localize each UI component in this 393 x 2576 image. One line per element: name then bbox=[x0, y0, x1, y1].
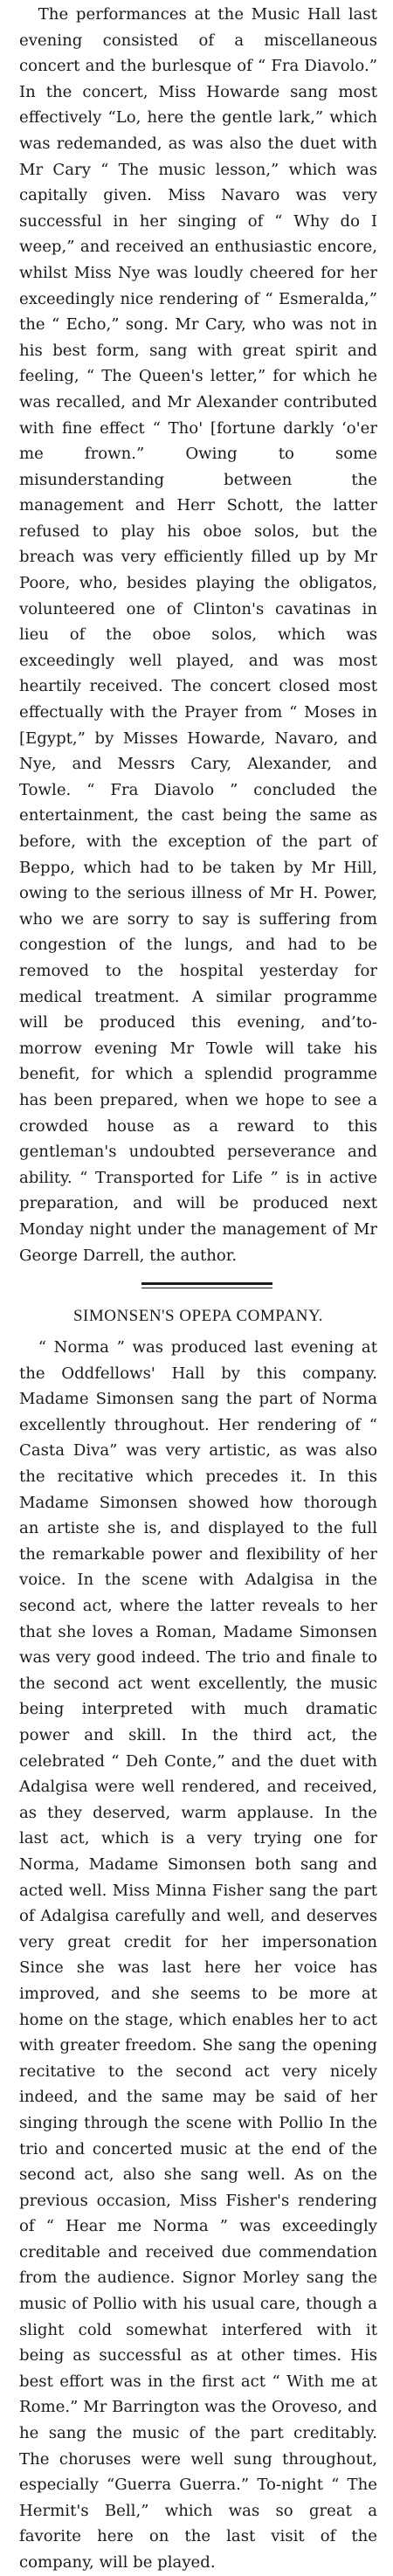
opera-company-paragraph: “ Norma ” was produced last evening at the Oddfellows' Hall by this company. Madame Simonsen sang the part of Norma excellently throughout. Her rendering of “ Casta Diva” was very artistic, as was also the recitative which precedes it. In this Madame Simonsen showed how thorough an artiste she is, and displayed to the full the remarkable power and flexibility of her voice. In the scene with Adalgisa in the second act, where the latter reveals to her that she loves a Roman, Madame Simonsen was very good indeed. The trio and finale to the second act went excellently, the music being interpreted with much dramatic power and skill. In the third act, the celebrated “ Deh Conte,” and the duet with Adalgisa were well rendered, and received, as they deserved, warm applause. In the last act, which is a very trying one for Norma, Madame Simonsen both sang and acted well. Miss Minna Fisher sang the part of Adalgisa carefully and well, and deserves very great credit for her impersonation Since she was last here her voice has improved, and she seems to be more at home on the stage, which enables her to act with greater freedom. She sang the opening recitative to the second act very nicely indeed, and the same may be said of her singing through the scene with Pollio In the trio and concerted music at the end of the second act, also she sang well. As on the previous occasion, Miss Fisher's rendering of “ Hear me Norma ” was exceedingly creditable and received due commendation from the audience. Signor Morley sang the music of Pollio with his usual care, though a slight cold somewhat interfered with it being as successful as at other times. His best effort was in the first act “ With me at Rome.” Mr Barrington was the Oroveso, and he sang the music of the part creditably. The choruses were well sung throughout, especially “Guerra Guerra.” To-night “ The Hermit's Bell,” which was so great a favorite here on the last visit of the company, will be played. bbox=[19, 1338, 377, 2572]
section-separator bbox=[19, 1268, 377, 1304]
music-hall-paragraph: The performances at the Music Hall last evening consisted of a miscellaneous concert and the burlesque of “ Fra Diavolo.” In the concert, Miss Howarde sang most effectively “Lo, here the gentle lark,” which was redemanded, as was also the duet with Mr Cary “ The music lesson,” which was capitally given. Miss Navaro was very successful in her singing of “ Why do I weep,” and received an enthusiastic encore, whilst Miss Nye was loudly cheered for her exceedingly nice rendering of “ Esmeralda,” the “ Echo,” song. Mr Cary, who was not in his best form, sang with great spirit and feeling, “ The Queen's letter,” for which he was recalled, and Mr Alexander contributed with fine effect “ Tho' [fortune darkly ‘o'er me frown.” Owing to some misunderstanding between the management and Herr Schott, the latter refused to play his oboe solos, but the breach was very efficiently filled up by Mr Poore, who, besides playing the obligatos, volunteered one of Clinton's cavatinas in lieu of the oboe solos, which was exceedingly well played, and was most heartily received. The concert closed most effectually with the Prayer from “ Moses in [Egypt,” by Misses Howarde, Navaro, and Nye, and Messrs Cary, Alexander, and Towle. “ Fra Diavolo ” concluded the entertainment, the cast being the same as before, with the exception of the part of Beppo, which had to be taken by Mr Hill, owing to the serious illness of Mr H. Power, who we are sorry to say is suffering from congestion of the lungs, and had to be removed to the hospital yesterday for medical treatment. A similar programme will be produced this evening, and’to-morrow evening Mr Towle will take his benefit, for which a splendid programme has been prepared, when we hope to see a crowded house as a reward to this gentleman's undoubted perseverance and ability. “ Transported for Life ” is in active preparation, and will be produced next Monday night under the management of Mr George Darrell, the author. bbox=[19, 5, 377, 1265]
separator-thick-rule bbox=[141, 1282, 272, 1285]
article-headline: SIMONSEN'S OPEPA COMPANY. bbox=[72, 1307, 324, 1326]
music-hall-article bbox=[19, 2, 377, 1268]
opera-company-article bbox=[19, 1304, 377, 2576]
